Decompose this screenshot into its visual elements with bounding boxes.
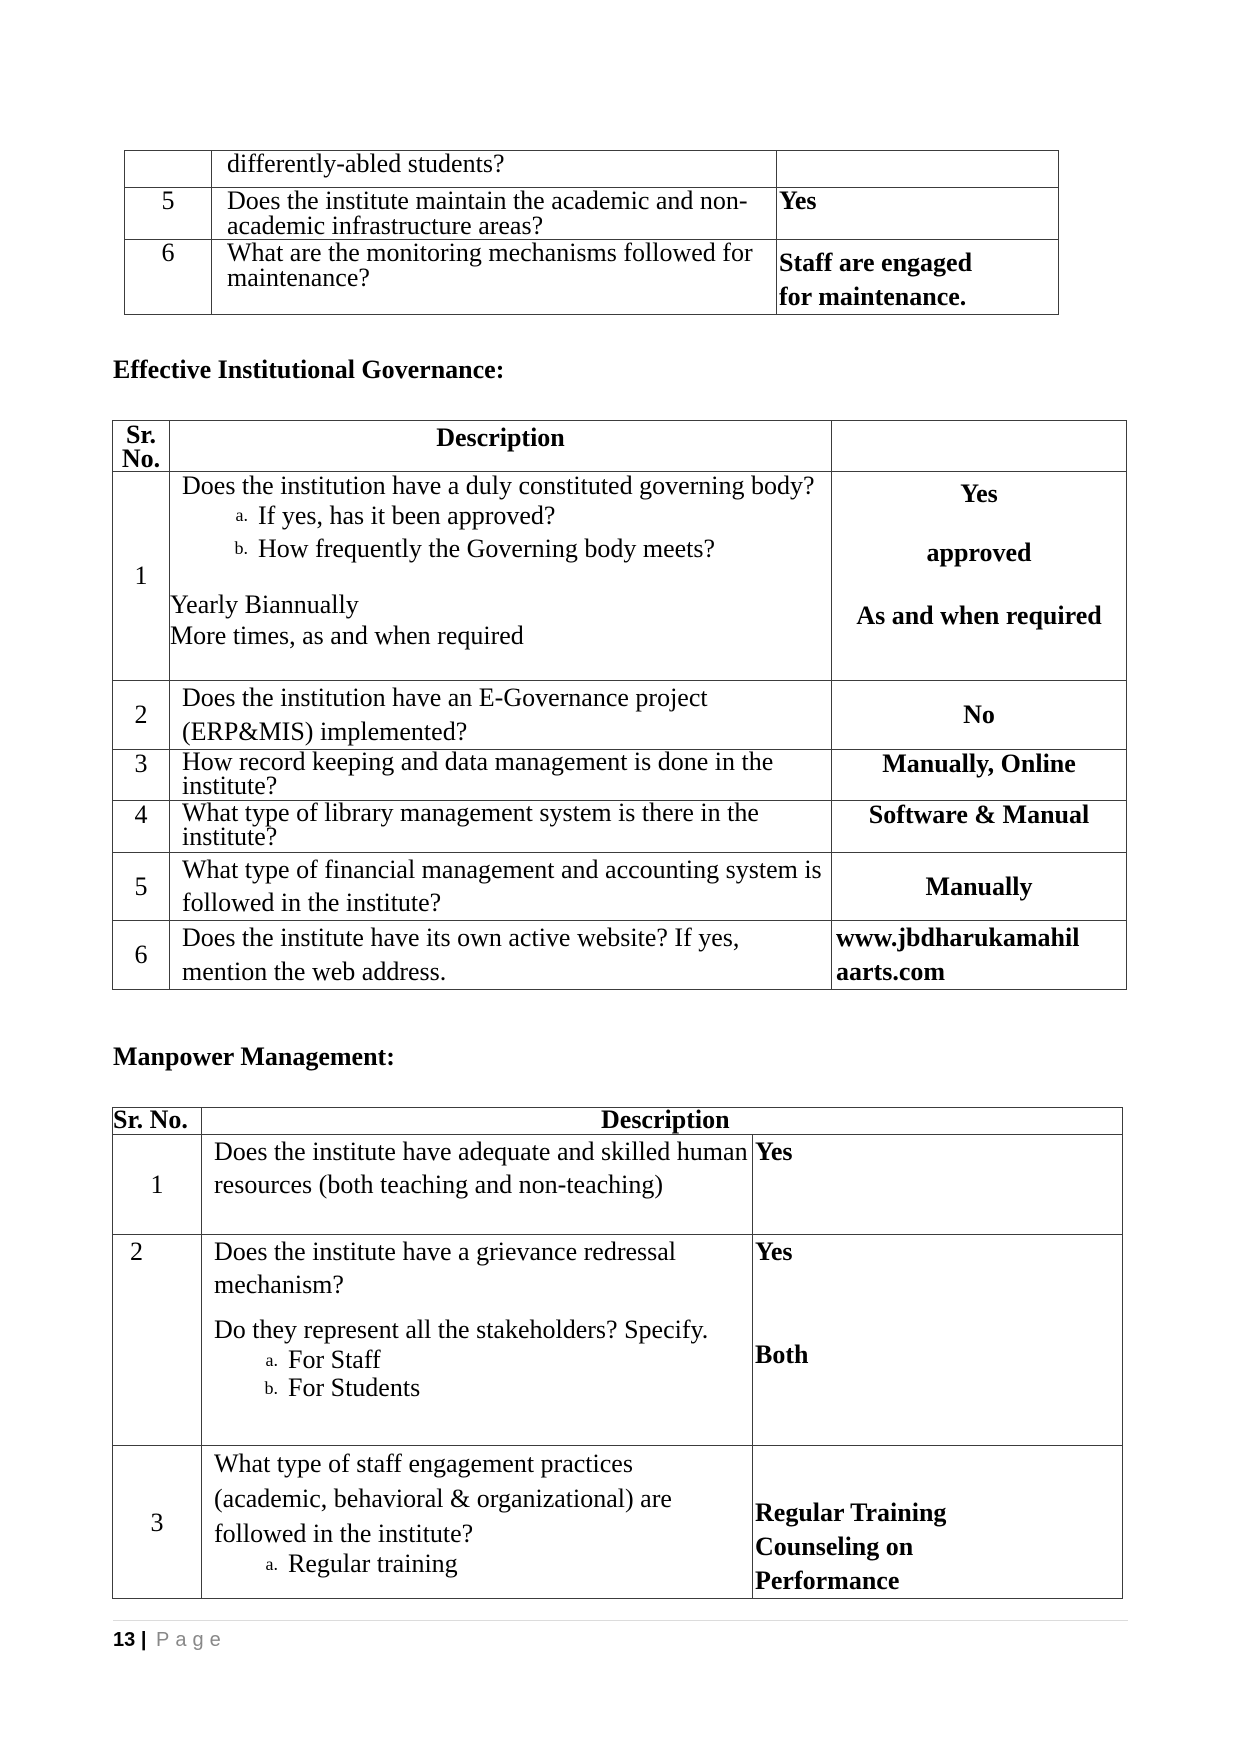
question-text: What type of staff engagement practices (academic, behavioral & organizational) are followed in the institute? xyxy=(214,1449,672,1548)
question-cell: How record keeping and data management is done in the institute? xyxy=(170,750,832,801)
list-label: a. xyxy=(265,1350,278,1370)
header-line: No. xyxy=(121,444,161,473)
section-heading-manpower: Manpower Management: xyxy=(113,1042,395,1071)
table-row xyxy=(113,1235,1123,1446)
answer-line: Yes xyxy=(755,1237,793,1266)
question-text: Does the institute have a grievance redressal mechanism? xyxy=(214,1237,677,1299)
sr-no-cell: 2 xyxy=(113,681,170,750)
header-line: Sr. xyxy=(125,420,157,449)
question-text: Does the institution have a duly constituted governing body? xyxy=(182,471,815,500)
section-heading-governance: Effective Institutional Governance: xyxy=(113,355,505,384)
sub-question-text: How frequently the Governing body meets? xyxy=(258,534,716,563)
table-row xyxy=(113,921,1127,990)
sr-no-cell: 1 xyxy=(113,472,170,681)
answer-line: Regular Training xyxy=(755,1498,947,1527)
sr-no-cell: 2 xyxy=(113,1235,202,1446)
sub-question-text: For Staff xyxy=(288,1345,381,1374)
answer-cell xyxy=(832,921,1127,990)
sr-no-cell: 6 xyxy=(113,921,170,990)
sub-question-b xyxy=(170,532,831,565)
question-cell xyxy=(170,472,832,681)
answer-line: Performance xyxy=(755,1566,900,1595)
list-label: b. xyxy=(264,1378,278,1398)
column-header-sr-no: Sr. No. xyxy=(113,1108,202,1135)
question-cell xyxy=(202,1235,753,1446)
page-label: Page xyxy=(155,1629,227,1651)
sub-question-text: For Students xyxy=(288,1373,421,1402)
column-header-answer xyxy=(832,421,1127,472)
infrastructure-table xyxy=(124,150,1059,315)
table-row xyxy=(113,472,1127,681)
website-link-text: www.jbdharukamahil xyxy=(836,923,1080,952)
table-row xyxy=(113,853,1127,921)
sub-question-a xyxy=(202,1551,752,1577)
table-row xyxy=(125,188,1059,240)
question-cell xyxy=(202,1446,753,1599)
sub-question-b xyxy=(202,1374,752,1402)
governance-table xyxy=(112,420,1127,990)
table-row xyxy=(113,1135,1123,1235)
manpower-table xyxy=(112,1107,1123,1599)
answer-line: Counseling on xyxy=(755,1532,914,1561)
list-label: a. xyxy=(265,1554,278,1574)
answer-line: approved xyxy=(926,538,1032,567)
question-cell: Does the institute have adequate and skilled human resources (both teaching and non-teaching) xyxy=(202,1135,753,1235)
page-footer xyxy=(113,1620,1128,1652)
answer-line: As and when required xyxy=(856,601,1102,630)
sr-no-cell: 5 xyxy=(113,853,170,921)
answer-cell xyxy=(777,240,1059,315)
question-text: Do they represent all the stakeholders? Specify. xyxy=(214,1315,709,1344)
table-row xyxy=(113,681,1127,750)
sub-question-a xyxy=(202,1346,752,1374)
answer-cell: Yes xyxy=(753,1135,1123,1235)
question-cell: What type of financial management and accounting system is followed in the institute? xyxy=(170,853,832,921)
answer-line: Yes xyxy=(960,479,998,508)
sub-question-text: Regular training xyxy=(288,1549,458,1578)
answer-cell: Software & Manual xyxy=(832,801,1127,853)
sr-no-cell: 3 xyxy=(113,1446,202,1599)
column-header-sr-no xyxy=(113,421,170,472)
table-row xyxy=(113,801,1127,853)
answer-line: for maintenance. xyxy=(779,282,967,311)
website-link-text: aarts.com xyxy=(836,957,946,986)
sr-no-cell: 4 xyxy=(113,801,170,853)
column-header-description: Description xyxy=(170,421,832,472)
question-cell: Does the institution have an E-Governance project (ERP&MIS) implemented? xyxy=(170,681,832,750)
sr-no-cell: 5 xyxy=(125,188,212,240)
table-row xyxy=(125,151,1059,188)
answer-line: Both xyxy=(755,1340,809,1369)
table-row xyxy=(125,240,1059,315)
question-cell: Does the institute have its own active website? If yes, mention the web address. xyxy=(170,921,832,990)
frequency-options-line: More times, as and when required xyxy=(170,621,524,650)
answer-line: Staff are engaged xyxy=(779,248,973,277)
answer-cell xyxy=(753,1446,1123,1599)
page-number: 13 xyxy=(113,1629,136,1651)
question-cell: What are the monitoring mechanisms followed for maintenance? xyxy=(212,240,777,315)
frequency-options-line: Yearly Biannually xyxy=(170,590,359,619)
list-label: b. xyxy=(234,538,248,558)
question-cell: What type of library management system is there in the institute? xyxy=(170,801,832,853)
question-cell: Does the institute maintain the academic and non-academic infrastructure areas? xyxy=(212,188,777,240)
sub-question-text: If yes, has it been approved? xyxy=(258,501,556,530)
table-row xyxy=(113,750,1127,801)
answer-cell xyxy=(753,1235,1123,1446)
sr-no-cell: 6 xyxy=(125,240,212,315)
table-header-row xyxy=(113,421,1127,472)
answer-cell: Manually xyxy=(832,853,1127,921)
sr-no-cell xyxy=(125,151,212,188)
answer-cell xyxy=(832,472,1127,681)
sr-no-cell: 1 xyxy=(113,1135,202,1235)
column-header-description: Description xyxy=(202,1108,1123,1135)
answer-cell: Yes xyxy=(777,188,1059,240)
answer-cell: Manually, Online xyxy=(832,750,1127,801)
question-cell: differently-abled students? xyxy=(212,151,777,188)
footer-separator: | xyxy=(140,1629,147,1651)
list-label: a. xyxy=(235,505,248,525)
answer-cell xyxy=(777,151,1059,188)
table-row xyxy=(113,1446,1123,1599)
sub-question-a xyxy=(170,499,831,532)
sr-no-cell: 3 xyxy=(113,750,170,801)
answer-cell: No xyxy=(832,681,1127,750)
table-header-row xyxy=(113,1108,1123,1135)
